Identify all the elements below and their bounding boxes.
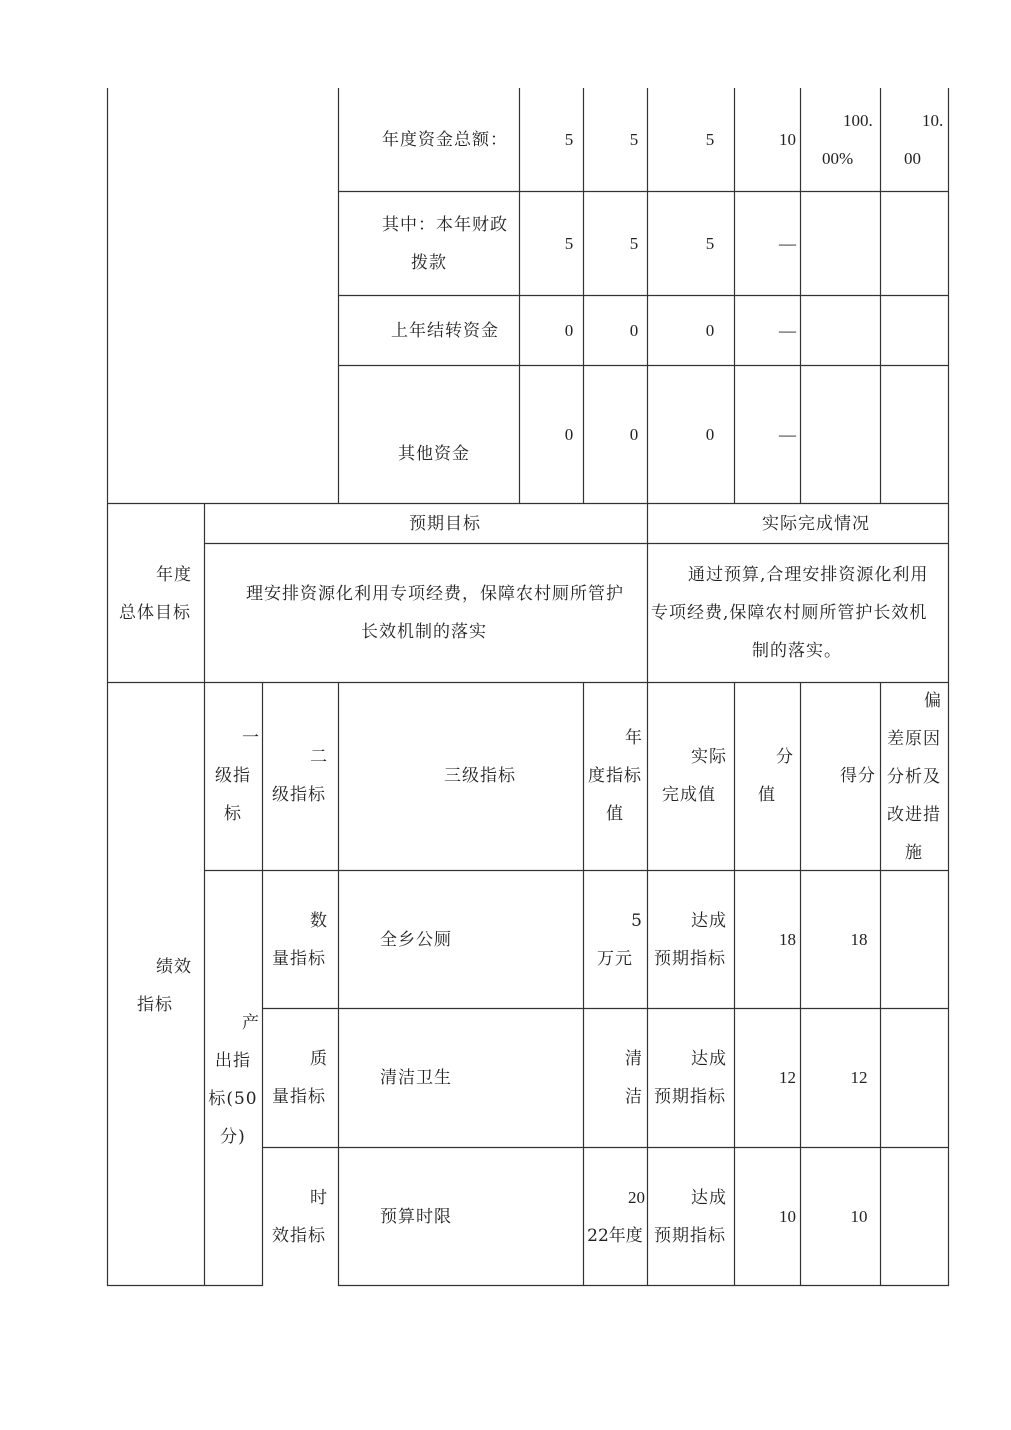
actual-value: 达成	[691, 911, 727, 931]
header-score: 得分	[840, 766, 876, 786]
level3-indicator: 预算时限	[380, 1207, 452, 1227]
funds-value: 5	[629, 234, 639, 253]
level3-indicator: 全乡公厕	[380, 930, 452, 950]
level2-indicator: 量指标	[272, 949, 326, 969]
execution-rate: 00%	[822, 149, 854, 168]
level2-indicator: 效指标	[272, 1226, 326, 1246]
funds-label: 上年结转资金	[391, 321, 499, 341]
points-value: 18	[779, 930, 796, 949]
funds-value: 0	[564, 425, 574, 444]
score-value: 12	[850, 1068, 868, 1087]
header-deviation: 分析及	[887, 767, 941, 787]
header-level3: 三级指标	[444, 766, 516, 786]
header-deviation: 施	[905, 843, 923, 863]
funds-value: 5	[705, 130, 715, 149]
funds-score: 10.	[922, 111, 944, 130]
header-actual: 完成值	[662, 785, 716, 805]
funds-value: 0	[564, 321, 574, 340]
actual-value: 达成	[691, 1049, 727, 1069]
header-target: 年	[625, 728, 643, 748]
actual-value: 预期指标	[654, 1087, 726, 1107]
funds-value: 0	[629, 425, 639, 444]
header-deviation: 差原因	[887, 729, 941, 749]
header-deviation: 偏	[924, 691, 942, 711]
header-deviation: 改进措	[887, 805, 941, 825]
level3-indicator: 清洁卫生	[380, 1068, 452, 1088]
funds-value: 5	[564, 234, 574, 253]
output-indicator-label: 分)	[220, 1127, 246, 1147]
funds-value: 5	[705, 234, 715, 253]
expected-goal-text: 长效机制的落实	[361, 622, 487, 642]
target-value: 22年度	[587, 1226, 643, 1246]
actual-value: 达成	[691, 1188, 727, 1208]
actual-value: 预期指标	[654, 1226, 726, 1246]
points-value: 10	[779, 1207, 796, 1226]
header-target: 值	[606, 804, 624, 824]
funds-value: —	[779, 234, 796, 253]
target-value: 万元	[597, 949, 633, 969]
header-level2: 级指标	[272, 785, 326, 805]
target-value: 清	[625, 1049, 643, 1069]
level2-indicator: 质	[310, 1049, 328, 1069]
header-points: 分	[776, 747, 794, 767]
level2-indicator: 时	[310, 1188, 328, 1208]
execution-rate: 100.	[843, 111, 873, 130]
annual-goal-label: 总体目标	[119, 603, 191, 623]
target-value: 洁	[625, 1087, 643, 1107]
target-value: 5	[631, 911, 643, 931]
funds-label: 其中：本年财政	[382, 215, 508, 235]
actual-value: 预期指标	[654, 949, 726, 969]
header-target: 度指标	[588, 766, 642, 786]
indicators-label: 指标	[137, 995, 173, 1015]
target-value: 20	[628, 1188, 645, 1207]
level2-indicator: 数	[310, 911, 328, 931]
score-value: 10	[850, 1207, 868, 1226]
funds-value: 5	[564, 130, 574, 149]
actual-completion-header: 实际完成情况	[762, 514, 870, 534]
header-actual: 实际	[691, 747, 727, 767]
funds-label: 其他资金	[398, 444, 470, 464]
funds-value: 0	[705, 321, 715, 340]
points-value: 12	[779, 1068, 796, 1087]
level2-indicator: 量指标	[272, 1087, 326, 1107]
funds-value: 0	[705, 425, 715, 444]
funds-score: 00	[904, 149, 921, 168]
funds-value: 5	[629, 130, 639, 149]
header-level2: 二	[310, 747, 328, 767]
expected-goal-text: 理安排资源化利用专项经费，保障农村厕所管护	[246, 584, 624, 604]
score-value: 18	[850, 930, 868, 949]
header-level1: 一	[242, 728, 260, 748]
actual-completion-text: 制的落实。	[752, 641, 842, 661]
header-points: 值	[758, 785, 776, 805]
actual-completion-text: 专项经费,保障农村厕所管护长效机	[651, 603, 928, 623]
header-level1: 标	[224, 804, 242, 824]
header-level1: 级指	[215, 766, 251, 786]
annual-goal-label: 年度	[156, 565, 192, 585]
output-indicator-label: 出指	[215, 1051, 251, 1071]
indicators-label: 绩效	[156, 957, 192, 977]
funds-value: 10	[779, 130, 796, 149]
funds-value: —	[779, 321, 796, 340]
expected-goal-header: 预期目标	[409, 514, 481, 534]
funds-value: 0	[629, 321, 639, 340]
funds-value: —	[779, 425, 796, 444]
output-indicator-label: 标(50	[208, 1089, 258, 1109]
funds-label: 拨款	[411, 253, 447, 273]
funds-label: 年度资金总额：	[382, 130, 508, 150]
output-indicator-label: 产	[242, 1013, 260, 1033]
actual-completion-text: 通过预算,合理安排资源化利用	[688, 565, 929, 585]
